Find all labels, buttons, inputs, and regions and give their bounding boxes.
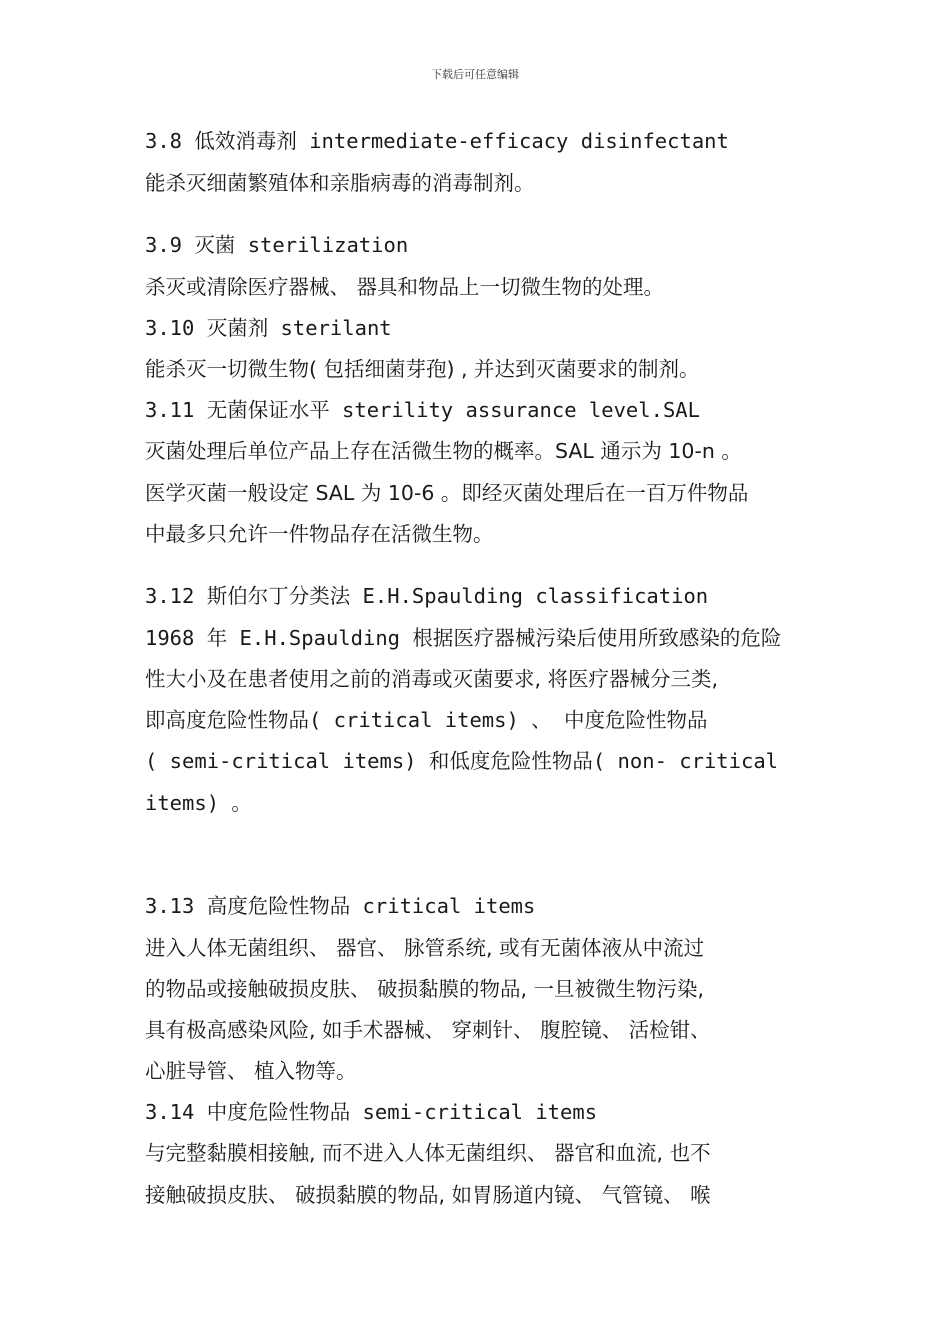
section-text-3-12-line4: ( semi-critical items) 和低度危险性物品( non- critical xyxy=(145,749,778,773)
section-text-3-9: 杀灭或清除医疗器械、 器具和物品上一切微生物的处理。 xyxy=(145,275,665,299)
section-heading-3-13: 3.13 高度危险性物品 critical items xyxy=(145,894,536,918)
section-text-3-12-line5: items) 。 xyxy=(145,791,252,815)
section-text-3-14-line2: 接触破损皮肤、 破损黏膜的物品, 如胃肠道内镜、 气管镜、 喉 xyxy=(145,1183,711,1207)
section-text-3-14-line1: 与完整黏膜相接触, 而不进入人体无菌组织、 器官和血流, 也不 xyxy=(145,1141,711,1165)
section-heading-3-10: 3.10 灭菌剂 sterilant xyxy=(145,316,392,340)
section-text-3-13-line2: 的物品或接触破损皮肤、 破损黏膜的物品, 一旦被微生物污染, xyxy=(145,977,705,1001)
section-text-3-11-line1: 灭菌处理后单位产品上存在活微生物的概率。SAL 通示为 10-n 。 xyxy=(145,439,742,463)
section-text-3-12-line2: 性大小及在患者使用之前的消毒或灭菌要求, 将医疗器械分三类, xyxy=(145,667,719,691)
section-heading-3-12: 3.12 斯伯尔丁分类法 E.H.Spaulding classification xyxy=(145,584,709,608)
section-text-3-13-line3: 具有极高感染风险, 如手术器械、 穿刺针、 腹腔镜、 活检钳、 xyxy=(145,1018,711,1042)
page-header: 下载后可任意编辑 xyxy=(431,68,519,81)
section-heading-3-11: 3.11 无菌保证水平 sterility assurance level.SAL xyxy=(145,398,700,422)
section-heading-3-8: 3.8 低效消毒剂 intermediate-efficacy disinfectant xyxy=(145,129,729,153)
section-heading-3-9: 3.9 灭菌 sterilization xyxy=(145,233,409,257)
section-text-3-11-line3: 中最多只允许一件物品存在活微生物。 xyxy=(145,522,494,546)
section-text-3-13-line4: 心脏导管、 植入物等。 xyxy=(145,1059,357,1083)
section-text-3-12-line3: 即高度危险性物品( critical items) 、 中度危险性物品 xyxy=(145,708,708,732)
section-heading-3-14: 3.14 中度危险性物品 semi-critical items xyxy=(145,1100,598,1124)
section-text-3-11-line2: 医学灭菌一般设定 SAL 为 10-6 。即经灭菌处理后在一百万件物品 xyxy=(145,481,749,505)
section-text-3-8: 能杀灭细菌繁殖体和亲脂病毒的消毒制剂。 xyxy=(145,171,535,195)
section-text-3-10: 能杀灭一切微生物( 包括细菌芽孢) , 并达到灭菌要求的制剂。 xyxy=(145,357,700,381)
section-text-3-13-line1: 进入人体无菌组织、 器官、 脉管系统, 或有无菌体液从中流过 xyxy=(145,936,705,960)
section-text-3-12-line1: 1968 年 E.H.Spaulding 根据医疗器械污染后使用所致感染的危险 xyxy=(145,626,782,650)
